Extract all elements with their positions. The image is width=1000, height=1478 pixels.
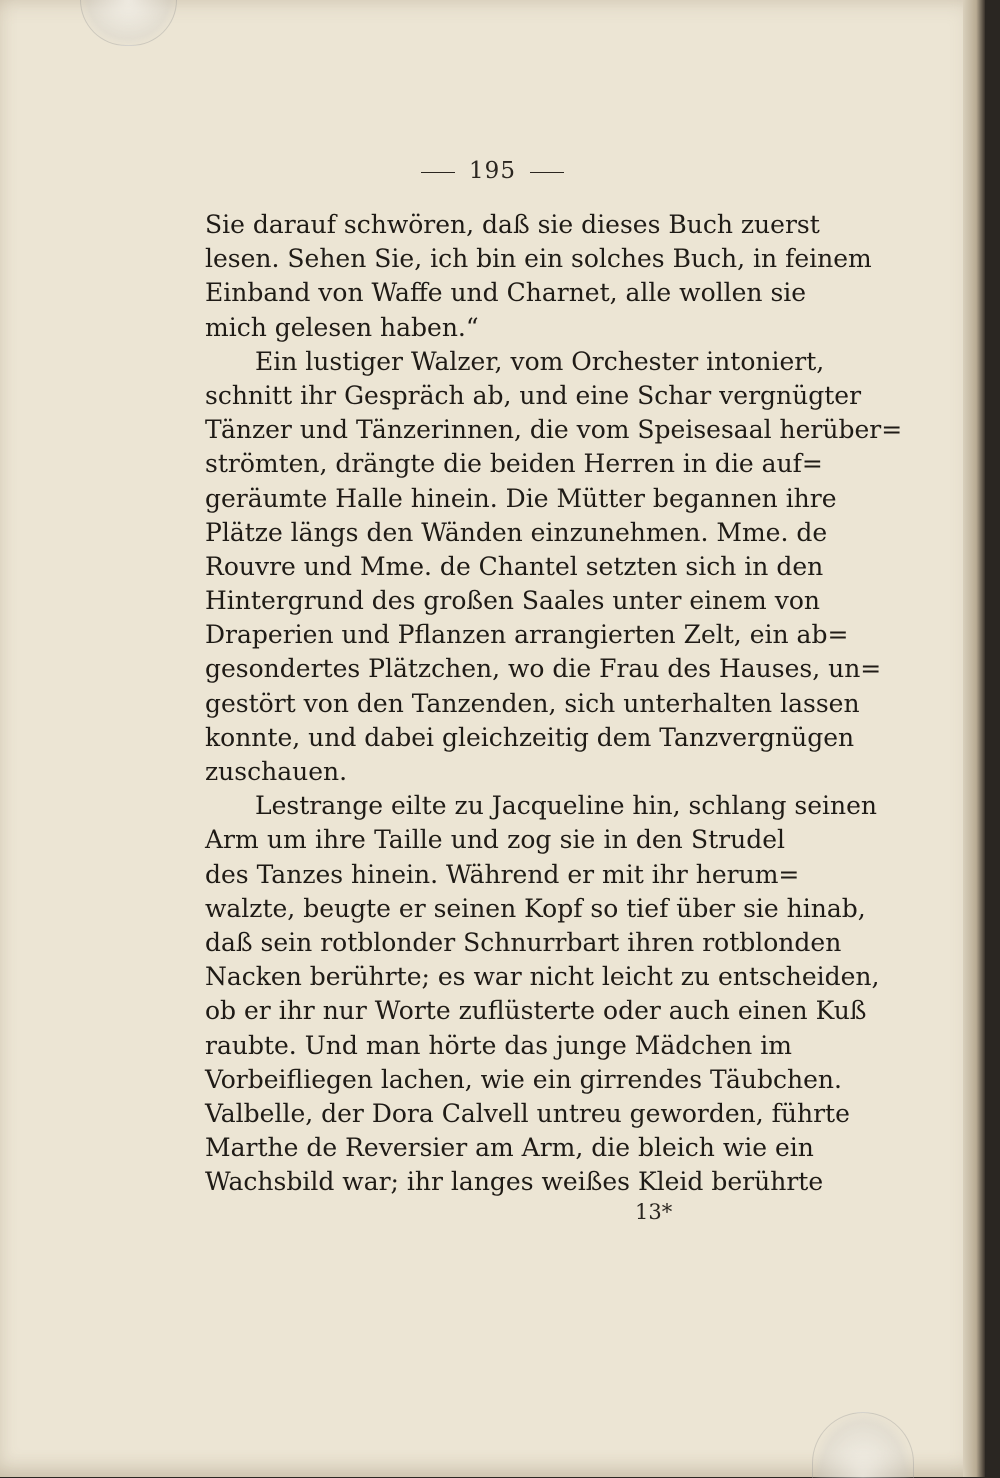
text-line: gesondertes Plätzchen, wo die Frau des Hauses, un= (205, 654, 882, 684)
text-line: geräumte Halle hinein. Die Mütter begannen ihre (205, 483, 837, 513)
text-line: Nacken berührte; es war nicht leicht zu entscheiden, (205, 962, 880, 992)
text-line: Tänzer und Tänzerinnen, die vom Speisesaal herüber= (205, 415, 903, 445)
text-line: schnitt ihr Gespräch ab, und eine Schar vergnügter (205, 380, 862, 410)
text-line: konnte, und dabei gleichzeitig dem Tanzvergnügen (205, 722, 855, 752)
text-line: Marthe de Reversier am Arm, die bleich wie ein (205, 1133, 814, 1163)
text-line: raubte. Und man hörte das junge Mädchen im (205, 1030, 792, 1060)
text-line: Draperien und Pflanzen arrangierten Zelt, ein ab= (205, 620, 849, 650)
text-line: Arm um ihre Taille und zog sie in den Strudel (205, 825, 785, 855)
header-dash-right (530, 172, 564, 173)
text-line: walzte, beugte er seinen Kopf so tief über sie hinab, (205, 893, 866, 923)
bottom-clip (812, 1412, 914, 1478)
text-line: Hintergrund des großen Saales unter einem von (205, 586, 820, 616)
text-line: Valbelle, der Dora Calvell untreu geworden, führte (205, 1098, 850, 1128)
page-header (0, 158, 985, 184)
text-line: des Tanzes hinein. Während er mit ihr herum= (205, 859, 800, 889)
text-line: gestört von den Tanzenden, sich unterhalten lassen (205, 688, 860, 718)
text-line: zuschauen. (205, 757, 348, 786)
text-line: Plätze längs den Wänden einzunehmen. Mme. de (205, 517, 828, 547)
signature-mark: 13* (635, 1200, 673, 1224)
page-edge (963, 0, 985, 1477)
text-line: Vorbeifliegen lachen, wie ein girrendes Täubchen. (205, 1064, 842, 1094)
text-line: ob er ihr nur Worte zuflüsterte oder auch einen Kuß (205, 996, 867, 1026)
text-line: Ein lustiger Walzer, vom Orchester intoniert, (255, 346, 825, 376)
text-line: Sie darauf schwören, daß sie dieses Buch zuerst (205, 210, 820, 239)
text-line: Wachsbild war; ihr langes weißes Kleid berührte (205, 1167, 824, 1197)
top-clip (80, 0, 177, 46)
text-line: lesen. Sehen Sie, ich bin ein solches Buch, in feinem (205, 244, 872, 274)
page-number: 195 (469, 158, 516, 184)
text-line: Lestrange eilte zu Jacqueline hin, schlang seinen (255, 791, 878, 821)
header-dash-left (421, 172, 455, 173)
text-line: strömten, drängte die beiden Herren in die auf= (205, 449, 823, 479)
body-text (205, 208, 903, 1199)
text-line: mich gelesen haben.“ (205, 312, 479, 342)
text-line: daß sein rotblonder Schnurrbart ihren rotblonden (205, 927, 842, 957)
text-line: Rouvre und Mme. de Chantel setzten sich in den (205, 551, 824, 581)
text-line: Einband von Waffe und Charnet, alle wollen sie (205, 278, 807, 308)
